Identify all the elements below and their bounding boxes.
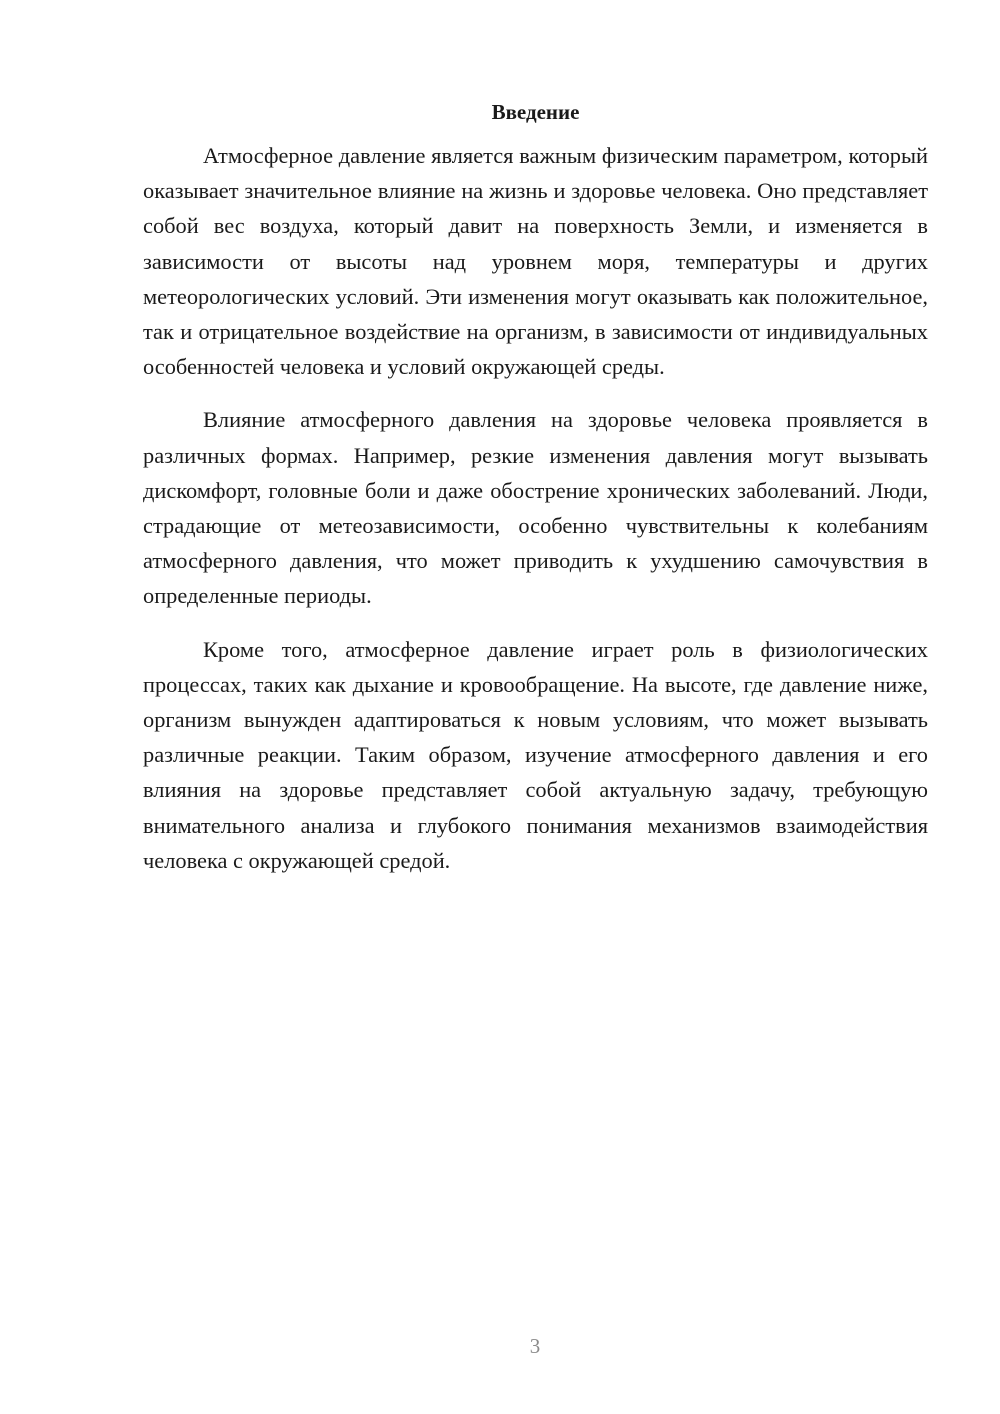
paragraph-1: Атмосферное давление является важным физическим параметром, который оказывает значительное влияние на жизнь и здоровье человека. Оно представляет собой вес воздуха, который давит на поверхность Земли, и изменяется в зависимости от высоты над уровнем моря, температуры и других метеорологических условий. Эти изменения могут оказывать как положительное, так и отрицательное воздействие на организм, в зависимости от индивидуальных особенностей человека и условий окружающей среды.	[143, 143, 928, 380]
page-content	[143, 98, 928, 896]
paragraph-2: Влияние атмосферного давления на здоровье человека проявляется в различных формах. Например, резкие изменения давления могут вызывать дискомфорт, головные боли и даже обострение хронических заболеваний. Люди, страдающие от метеозависимости, особенно чувствительны к колебаниям атмосферного давления, что может приводить к ухудшению самочувствия в определенные периоды.	[143, 407, 928, 609]
section-title: Введение	[491, 100, 580, 124]
page-number: 3	[529, 1334, 541, 1358]
paragraph-3: Кроме того, атмосферное давление играет роль в физиологических процессах, таких как дыхание и кровообращение. На высоте, где давление ниже, организм вынужден адаптироваться к новым условиям, что может вызывать различные реакции. Таким образом, изучение атмосферного давления и его влияния на здоровье представляет собой актуальную задачу, требующую внимательного анализа и глубокого понимания механизмов взаимодействия человека с окружающей средой.	[143, 636, 928, 873]
